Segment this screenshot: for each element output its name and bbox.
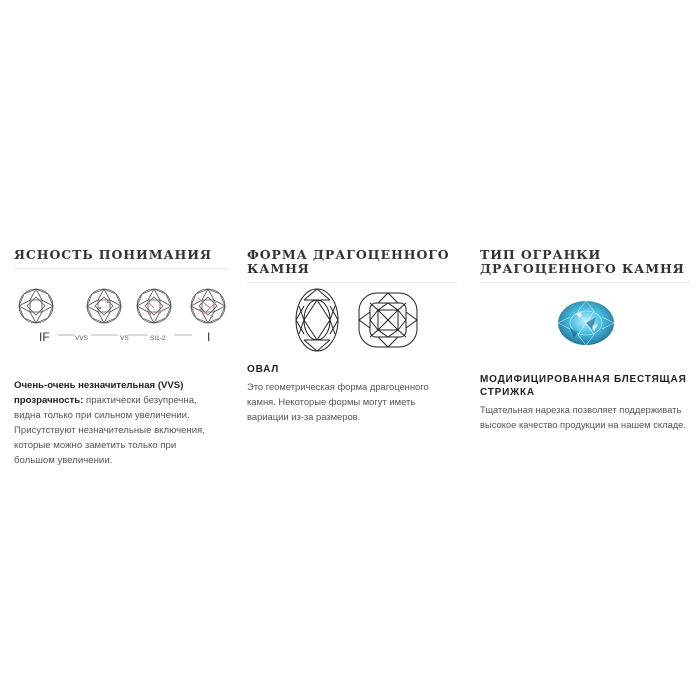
grade-si: SI1-2 bbox=[150, 335, 166, 342]
gemstone-image bbox=[556, 298, 616, 348]
grade-vvs: VVS bbox=[75, 335, 89, 342]
shape-title: ФОРМА ДРАГОЦЕННОГО КАМНЯ bbox=[247, 246, 457, 283]
shape-section bbox=[247, 246, 457, 422]
cut-title: ТИП ОГРАНКИ ДРАГОЦЕННОГО КАМНЯ bbox=[480, 246, 690, 283]
cut-section bbox=[480, 246, 690, 430]
shape-description: Это геометрическая форма драгоценного камня. Некоторые формы могут иметь вариации из-за размеров. bbox=[247, 381, 429, 422]
cut-description: Тщательная нарезка позволяет поддерживать высокое качество продукции на нашем складе. bbox=[480, 404, 687, 430]
grade-if: IF bbox=[39, 330, 50, 344]
clarity-description bbox=[14, 378, 214, 468]
grade-vs: VS bbox=[120, 335, 129, 342]
clarity-description-body: практически безупречна, видна только при сильном увеличении. Присутствуют незначительные включения, которые можно заметить только при большом увеличении. bbox=[14, 395, 205, 466]
cut-label: МОДИФИЦИРОВАННАЯ БЛЕСТЯЩАЯ СТРИЖКА bbox=[480, 374, 687, 398]
clarity-section bbox=[14, 246, 228, 466]
clarity-title: ЯСНОСТЬ ПОНИМАНИЯ bbox=[14, 246, 228, 269]
shape-label: ОВАЛ bbox=[247, 364, 280, 375]
clarity-description-bold: Очень-очень незначительная (VVS) прозрачность: bbox=[14, 380, 184, 406]
oval-shape-icon bbox=[295, 288, 339, 352]
cushion-shape-icon bbox=[358, 292, 418, 348]
grade-i: I bbox=[207, 330, 211, 344]
